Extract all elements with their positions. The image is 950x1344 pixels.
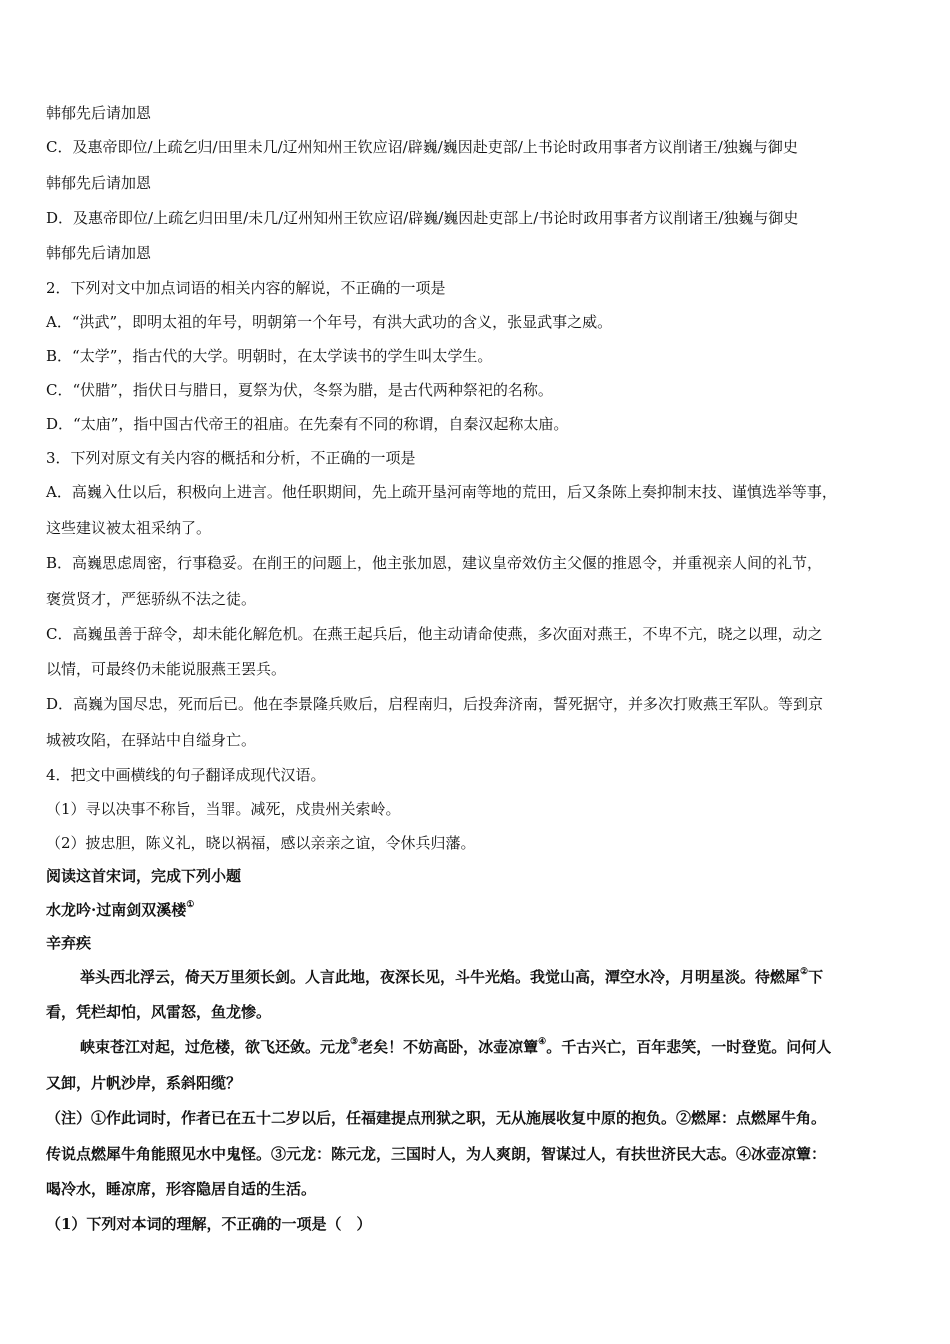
question-2: 2．下列对文中加点词语的相关内容的解说，不正确的一项是 [46, 279, 446, 297]
text-line: 韩郁先后请加恩 [46, 104, 152, 122]
q3-option-a: A．高巍入仕以后，积极向上进言。他任职期间，先上疏开垦河南等地的荒田，后又条陈上奏抑制末技、谨慎选举等事， [46, 483, 837, 501]
q3-option-c: C．高巍虽善于辞令，却未能化解危机。在燕王起兵后，他主动请命使燕，多次面对燕王，不卑不亢，晓之以理，动之 [46, 625, 823, 643]
question-3: 3．下列对原文有关内容的概括和分析，不正确的一项是 [46, 449, 416, 467]
poem-notes-cont: 传说点燃犀牛角能照见水中鬼怪。③元龙：陈元龙，三国时人，为人爽朗，智谋过人，有扶世济民大志。④冰壶凉簟： [46, 1145, 827, 1163]
q3-option-b-cont: 褒赏贤才，严惩骄纵不法之徒。 [46, 590, 257, 608]
poem-stanza-1-cont: 看，凭栏却怕，风雷怒，鱼龙惨。 [46, 1003, 272, 1021]
q3-option-a-cont: 这些建议被太祖采纳了。 [46, 519, 212, 537]
sub-question-1: （1）下列对本词的理解，不正确的一项是（ ） [46, 1215, 372, 1233]
option-d-line: D．及惠帝即位/上疏乞归田里/未几/辽州知州王钦应诏/辟巍/巍因赴吏部上/书论时政用事者方议削诸王/独巍与御史 [46, 209, 799, 227]
q2-option-d: D．“太庙”，指中国古代帝王的祖庙。在先秦有不同的称谓，自秦汉起称太庙。 [46, 415, 569, 433]
question-4: 4．把文中画横线的句子翻译成现代汉语。 [46, 766, 326, 784]
q3-option-c-cont: 以情，可最终仍未能说服燕王罢兵。 [46, 660, 287, 678]
text-line: 韩郁先后请加恩 [46, 174, 152, 192]
q4-item-1: （1）寻以决事不称旨，当罪。减死，戍贵州关索岭。 [46, 800, 401, 818]
poem-author: 辛弃疾 [46, 934, 92, 952]
q3-option-b: B．高巍思虑周密，行事稳妥。在削王的问题上，他主张加恩，建议皇帝效仿主父偃的推恩令，并重视亲人间的礼节， [46, 554, 823, 572]
q2-option-a: A．“洪武”，即明太祖的年号，明朝第一个年号，有洪大武功的含义，张显武事之威。 [46, 313, 613, 331]
poem-title: 水龙吟·过南剑双溪楼① [46, 900, 195, 919]
text-line: 韩郁先后请加恩 [46, 244, 152, 262]
poem-notes-cont: 喝冷水，睡凉席，形容隐居自适的生活。 [46, 1180, 317, 1198]
section-heading: 阅读这首宋词，完成下列小题 [46, 867, 242, 885]
poem-notes: （注）①作此词时，作者已在五十二岁以后，任福建提点刑狱之职，无从施展收复中原的抱负。②燃犀：点燃犀牛角。 [46, 1109, 827, 1127]
q4-item-2: （2）披忠胆，陈义礼，晓以祸福，感以亲亲之谊，令休兵归藩。 [46, 834, 476, 852]
poem-stanza-2: 峡束苍江对起，过危楼，欲飞还敛。元龙③老矣！不妨高卧，冰壶凉簟④。千古兴亡，百年悲笑，一时登览。问何人 [80, 1037, 832, 1056]
poem-stanza-2-cont: 又卸，片帆沙岸，系斜阳缆？ [46, 1074, 242, 1092]
q2-option-b: B．“太学”，指古代的大学。明朝时，在太学读书的学生叫太学生。 [46, 347, 493, 365]
poem-stanza-1: 举头西北浮云，倚天万里须长剑。人言此地，夜深长见，斗牛光焰。我觉山高，潭空水冷，月明星淡。待燃犀②下 [80, 967, 824, 986]
option-c-line: C．及惠帝即位/上疏乞归/田里未几/辽州知州王钦应诏/辟巍/巍因赴吏部/上书论时政用事者方议削诸王/独巍与御史 [46, 138, 798, 156]
q2-option-c: C．“伏腊”，指伏日与腊日，夏祭为伏，冬祭为腊，是古代两种祭祀的名称。 [46, 381, 553, 399]
q3-option-d: D．高巍为国尽忠，死而后已。他在李景隆兵败后，启程南归，后投奔济南，誓死据守，并多次打败燕王军队。等到京 [46, 695, 824, 713]
q3-option-d-cont: 城被攻陷，在驿站中自缢身亡。 [46, 731, 257, 749]
